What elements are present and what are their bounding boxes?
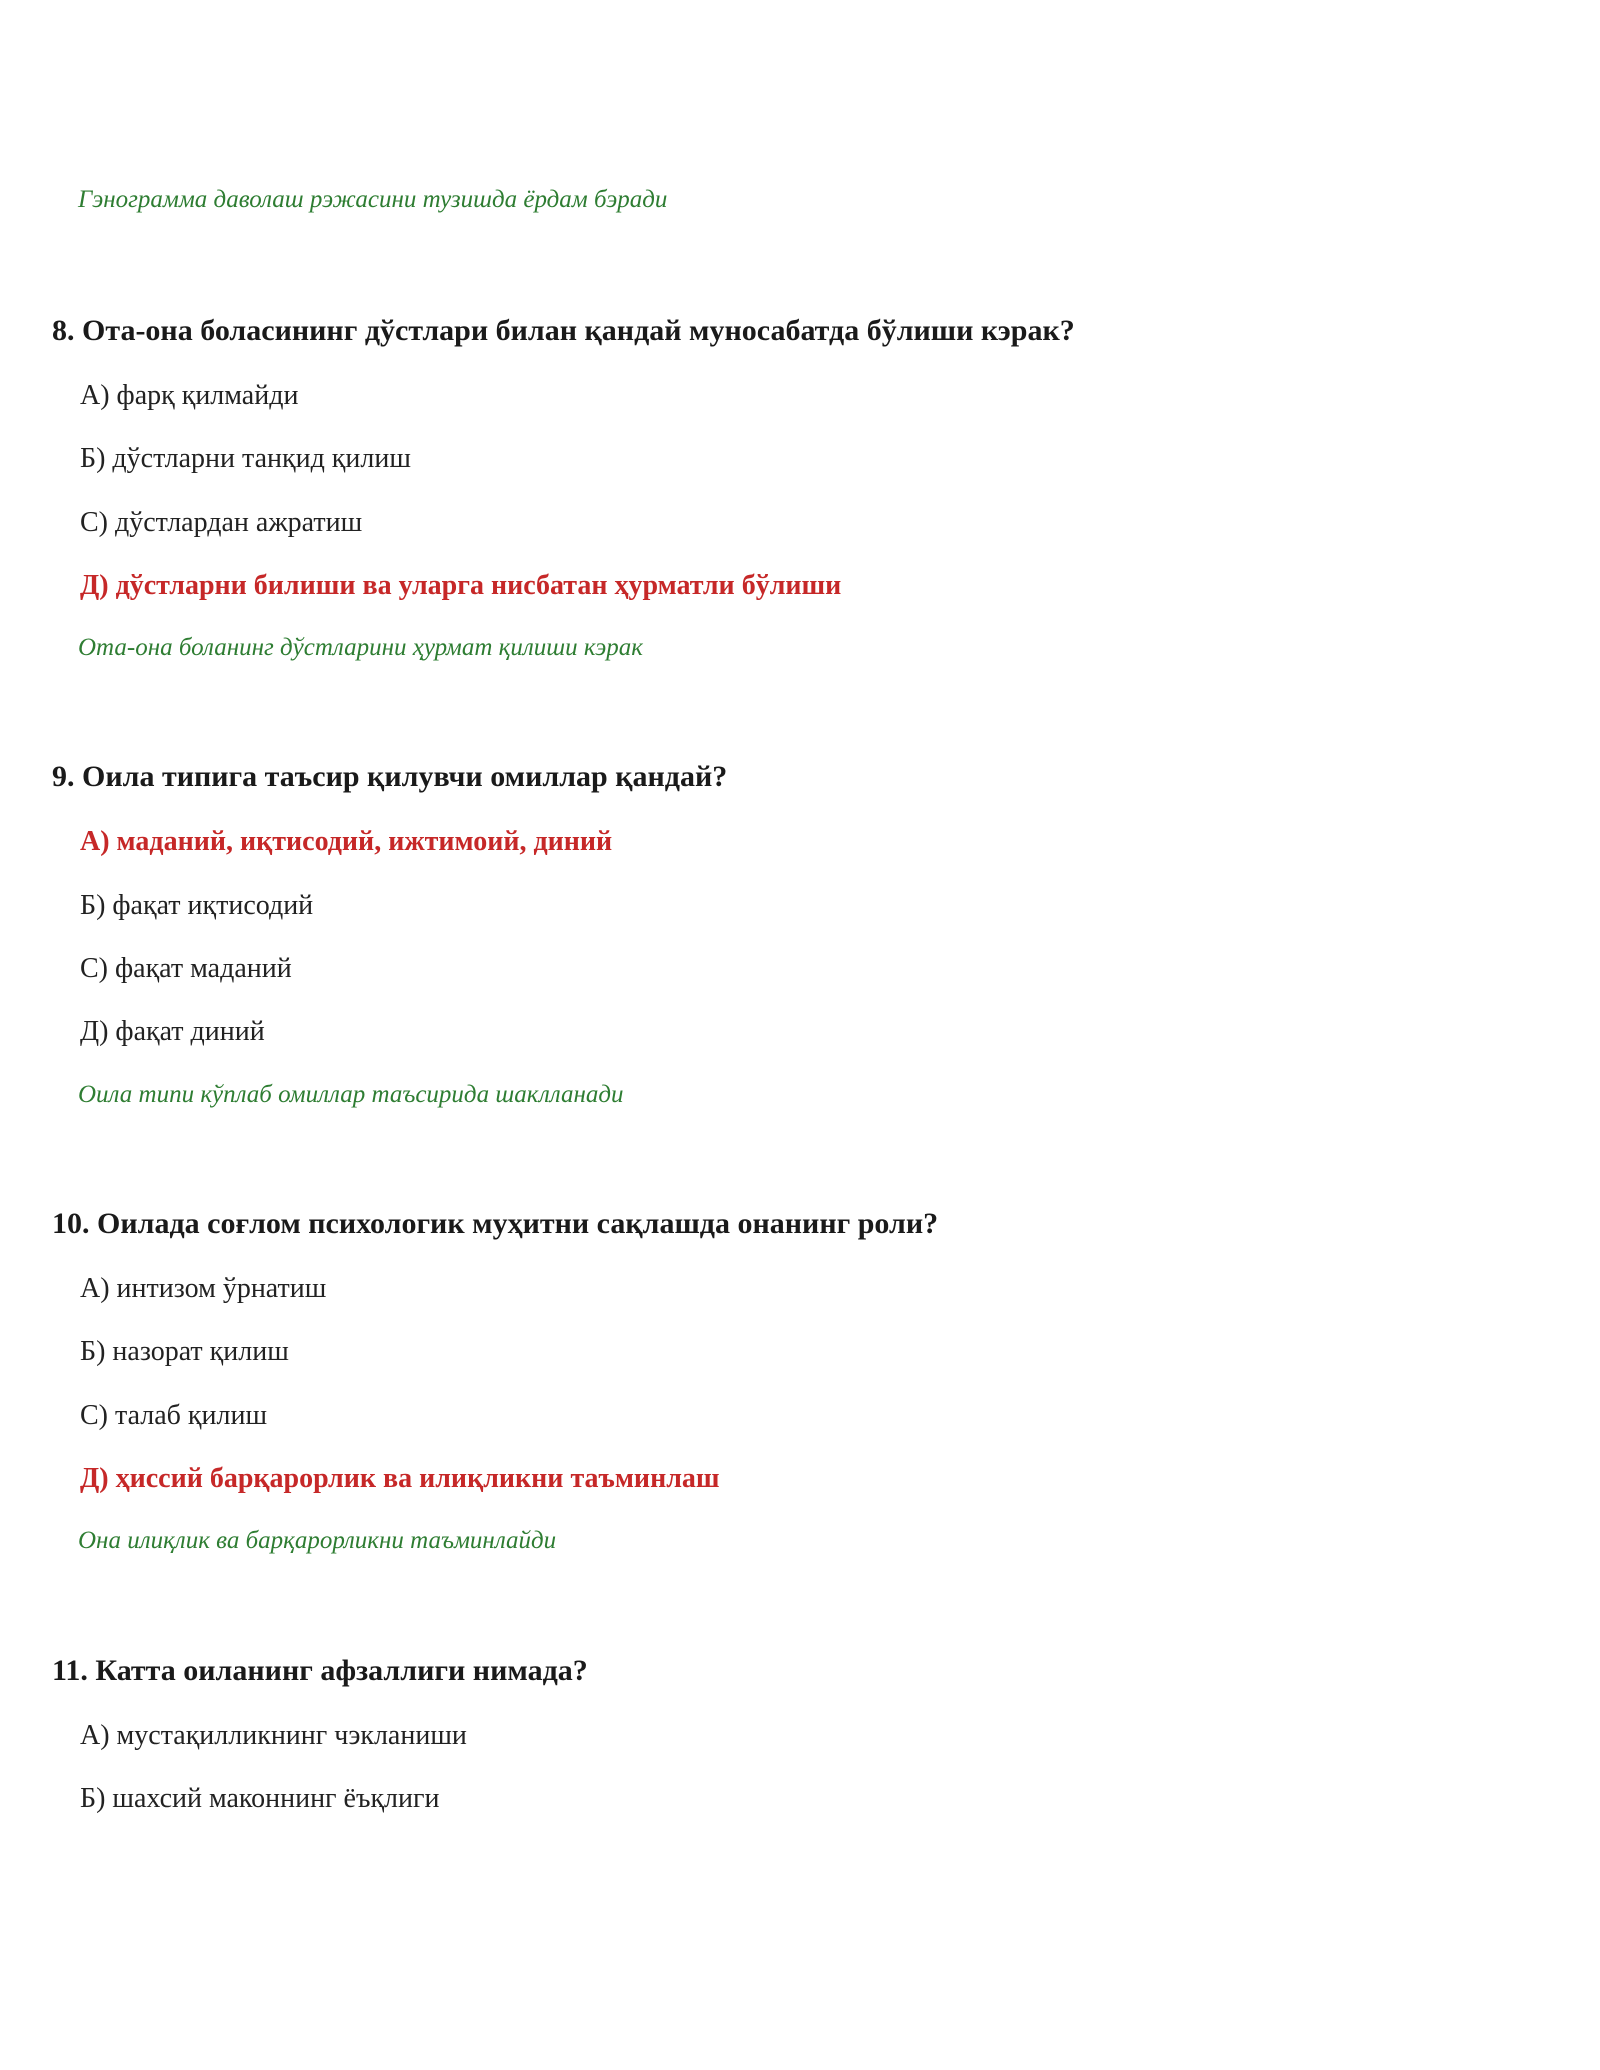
question-9-option-b: Б) фақат иқтисодий [80, 890, 314, 921]
question-8-option-b: Б) дўстларни танқид қилиш [80, 443, 411, 474]
question-10-explanation: Она илиқлик ва барқарорликни таъминлайди [78, 1527, 557, 1554]
question-10-option-a: А) интизом ўрнатиш [80, 1273, 327, 1304]
question-9-option-d: Д) фақат диний [80, 1016, 265, 1047]
question-11-option-b: Б) шахсий маконнинг ёъқлиги [80, 1783, 440, 1814]
question-8-option-c: С) дўстлардан ажратиш [80, 507, 363, 538]
intro-explanation: Гэнограмма даволаш рэжасини тузишда ёрдам бэради [78, 186, 668, 213]
question-11-title: 11. Катта оиланинг афзаллиги нимада? [52, 1654, 588, 1687]
question-10-option-b: Б) назорат қилиш [80, 1336, 289, 1367]
question-8-title: 8. Ота-она боласининг дўстлари билан қандай муносабатда бўлиши кэрак? [52, 314, 1075, 347]
question-8-option-a: А) фарқ қилмайди [80, 380, 299, 411]
question-9-option-a-correct: А) маданий, иқтисодий, ижтимоий, диний [80, 826, 613, 857]
question-9-title: 9. Оила типига таъсир қилувчи омиллар қандай? [52, 760, 728, 793]
question-8-option-d-correct: Д) дўстларни билиши ва уларга нисбатан ҳурматли бўлиши [80, 570, 842, 601]
question-10-option-c: С) талаб қилиш [80, 1400, 268, 1431]
question-10-title: 10. Оилада соғлом психологик муҳитни сақлашда онанинг роли? [52, 1207, 939, 1240]
question-9-option-c: С) фақат маданий [80, 953, 292, 984]
question-10-option-d-correct: Д) ҳиссий барқарорлик ва илиқликни таъминлаш [80, 1463, 720, 1494]
question-11-option-a: А) мустақилликнинг чэкланиши [80, 1720, 467, 1751]
question-9-explanation: Оила типи кўплаб омиллар таъсирида шаклланади [78, 1081, 624, 1108]
question-8-explanation: Ота-она боланинг дўстларини ҳурмат қилиши кэрак [78, 634, 643, 661]
